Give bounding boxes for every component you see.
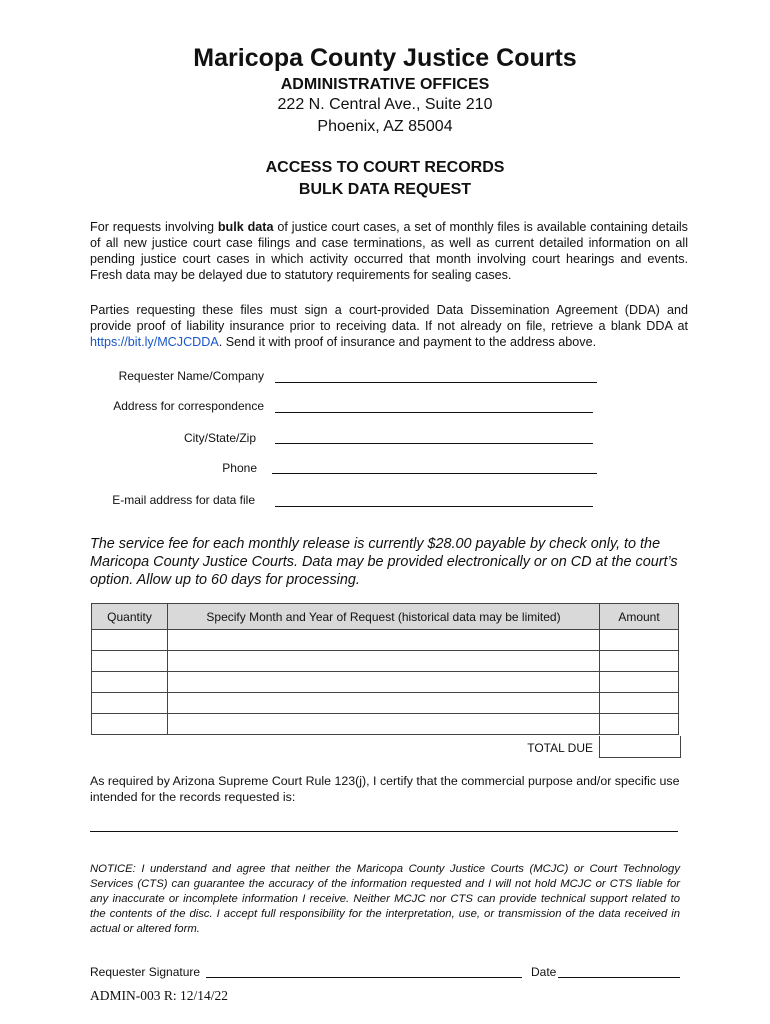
intro-p2-text-rest: . Send it with proof of insurance and payment to the address above. [218, 335, 597, 349]
office-name: ADMINISTRATIVE OFFICES [280, 76, 490, 93]
quantity-cell[interactable] [92, 651, 168, 672]
quantity-cell[interactable] [92, 672, 168, 693]
email-field[interactable] [275, 506, 593, 507]
total-due-field[interactable] [599, 736, 681, 758]
quantity-cell[interactable] [92, 630, 168, 651]
amount-cell[interactable] [600, 651, 679, 672]
service-fee-notice: The service fee for each monthly release is currently $28.00 payable by check only, to the Maricopa County Justice Courts. Data may be provided electronically or on CD at the court’s option. Allow up to 60 days for processing. [90, 536, 678, 588]
intro-paragraph-1 [90, 219, 688, 283]
name-field[interactable] [275, 382, 597, 383]
certification-text: As required by Arizona Supreme Court Rule 123(j), I certify that the commercial purpose and/or specific use intended for the records requested is: [90, 774, 680, 804]
quantity-cell[interactable] [92, 714, 168, 735]
table-row [92, 672, 679, 693]
intro-bold-text: bulk data [217, 220, 274, 234]
table-header-row [92, 604, 679, 630]
signature-field[interactable] [206, 977, 522, 978]
phone-field-label: Phone [222, 461, 257, 475]
city-field[interactable] [275, 443, 593, 444]
commercial-purpose-field[interactable] [90, 831, 678, 832]
address-line-2: Phoenix, AZ 85004 [317, 118, 453, 135]
city-field-label: City/State/Zip [183, 431, 256, 445]
form-subtitle-1: ACCESS TO COURT RECORDS [265, 159, 505, 176]
page-title: Maricopa County Justice Courts [193, 44, 577, 72]
table-row [92, 714, 679, 735]
address-field-label: Address for correspondence [113, 399, 264, 413]
form-id: ADMIN-003 R: 12/14/22 [90, 988, 228, 1003]
address-line-1: 222 N. Central Ave., Suite 210 [277, 96, 493, 113]
amount-cell[interactable] [600, 714, 679, 735]
intro-p1-text: For requests involving [90, 220, 218, 234]
date-label: Date [531, 965, 557, 979]
month-cell[interactable] [168, 630, 600, 651]
table-row [92, 693, 679, 714]
quantity-column-header: Quantity [92, 604, 168, 630]
month-cell[interactable] [168, 651, 600, 672]
name-field-label: Requester Name/Company [118, 369, 264, 383]
total-due-label: TOTAL DUE [527, 741, 593, 755]
date-field[interactable] [558, 977, 680, 978]
form-subtitle-2: BULK DATA REQUEST [298, 181, 472, 198]
address-field[interactable] [275, 412, 593, 413]
quantity-cell[interactable] [92, 693, 168, 714]
month-cell[interactable] [168, 714, 600, 735]
intro-p2-text: Parties requesting these files must sign a court-provided Data Dissemination Agreement (DDA) and provide proof of liability insurance prior to receiving data. If not already on file, retrieve a blank DDA at [90, 303, 688, 333]
dda-link[interactable]: https://bit.ly/MCJCDDA [90, 335, 219, 349]
amount-cell[interactable] [600, 630, 679, 651]
month-cell[interactable] [168, 672, 600, 693]
intro-p1-text-rest: of justice court cases, a set of monthly files is available containing details of all new justice court case filings and case terminations, as well as current detailed information on all pending justice court cases in which activity occurred that month involving court hearings and events. Fresh data may be delayed due to statutory requirements for sealing cases. [90, 220, 688, 282]
table-row [92, 630, 679, 651]
request-table [91, 603, 679, 735]
phone-field[interactable] [272, 473, 597, 474]
intro-paragraph-2 [90, 302, 688, 350]
month-column-header: Specify Month and Year of Request (historical data may be limited) [168, 604, 600, 630]
table-row [92, 651, 679, 672]
amount-cell[interactable] [600, 693, 679, 714]
liability-notice: NOTICE: I understand and agree that neither the Maricopa County Justice Courts (MCJC) or Court Technology Services (CTS) can guarantee the accuracy of the information requested and I will not hold MCJC or CTS liable for any inaccurate or incomplete information I receive. Neither MCJC nor CTS can provide technical support related to the contents of the disc. I accept full responsibility for the interpretation, use, or transmission of the data received in actual or altered form. [90, 863, 680, 935]
amount-cell[interactable] [600, 672, 679, 693]
month-cell[interactable] [168, 693, 600, 714]
amount-column-header: Amount [600, 604, 679, 630]
email-field-label: E-mail address for data file [112, 493, 255, 507]
signature-label: Requester Signature [90, 965, 201, 979]
